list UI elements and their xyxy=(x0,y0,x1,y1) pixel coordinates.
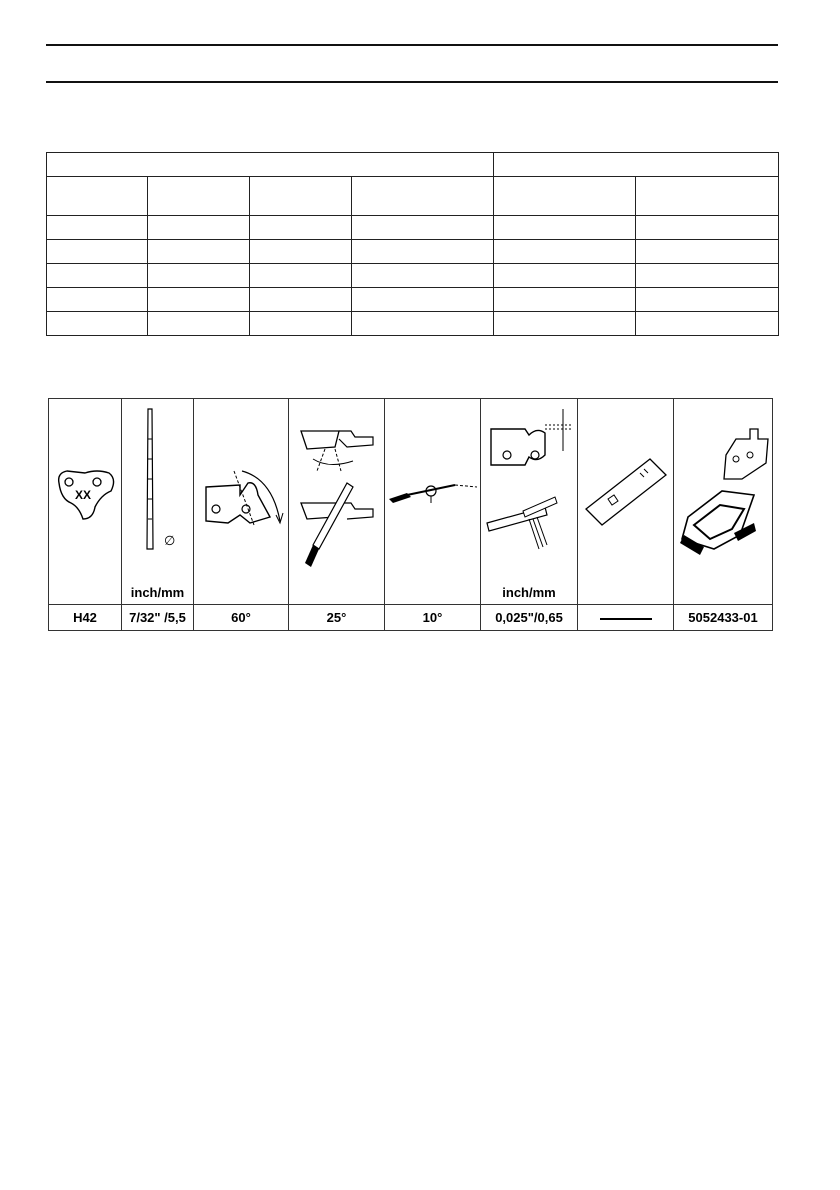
diameter-symbol: ∅ xyxy=(164,534,176,549)
table-header-cell xyxy=(352,177,494,216)
top-plate-angle-cell xyxy=(194,399,289,605)
table-header-cell xyxy=(636,177,779,216)
depth-gauge-cell xyxy=(481,399,578,605)
filing-angle-cell xyxy=(289,399,385,605)
spec-value: 5052433-01 xyxy=(674,605,773,631)
file-holder-angle-cell xyxy=(385,399,481,605)
table-row xyxy=(47,288,779,312)
file-holder-icon xyxy=(385,399,481,604)
round-file-icon xyxy=(122,399,194,604)
sharpening-jig-icon xyxy=(674,399,773,604)
depth-gauge-icon xyxy=(481,399,578,604)
table-header-cell xyxy=(148,177,250,216)
table-group-header-left xyxy=(47,153,494,177)
chain-marking-text: XX xyxy=(74,488,92,502)
depth-gauge-tool-icon xyxy=(578,399,674,604)
spec-value: 60° xyxy=(194,605,289,631)
filing-angle-icon xyxy=(289,399,385,604)
table-header-cell xyxy=(250,177,352,216)
table-row xyxy=(47,264,779,288)
chain-spec-table xyxy=(48,398,773,631)
cutter-angle-icon xyxy=(194,399,289,604)
spec-value: 25° xyxy=(289,605,385,631)
table-row xyxy=(47,216,779,240)
spec-value: 0,025"/0,65 xyxy=(481,605,578,631)
spec-value: H42 xyxy=(49,605,122,631)
table-row xyxy=(47,312,779,336)
sharpening-jig-cell xyxy=(674,399,773,605)
header-rule-top xyxy=(46,44,778,46)
depth-gauge-unit-label: inch/mm xyxy=(502,585,556,600)
chain-marking-cell xyxy=(49,399,122,605)
table-group-header-right xyxy=(494,153,779,177)
table-header-cell xyxy=(47,177,148,216)
header-rule-bottom xyxy=(46,81,778,83)
blank-data-table xyxy=(46,152,779,336)
spec-value-none xyxy=(578,605,674,631)
chain-link-icon xyxy=(49,399,122,604)
file-unit-label: inch/mm xyxy=(130,585,185,600)
table-header-cell xyxy=(494,177,636,216)
spec-value: 7/32" /5,5 xyxy=(122,605,194,631)
dash-line xyxy=(600,618,652,620)
file-diameter-cell xyxy=(122,399,194,605)
table-row xyxy=(47,240,779,264)
spec-value: 10° xyxy=(385,605,481,631)
depth-gauge-tool-cell xyxy=(578,399,674,605)
